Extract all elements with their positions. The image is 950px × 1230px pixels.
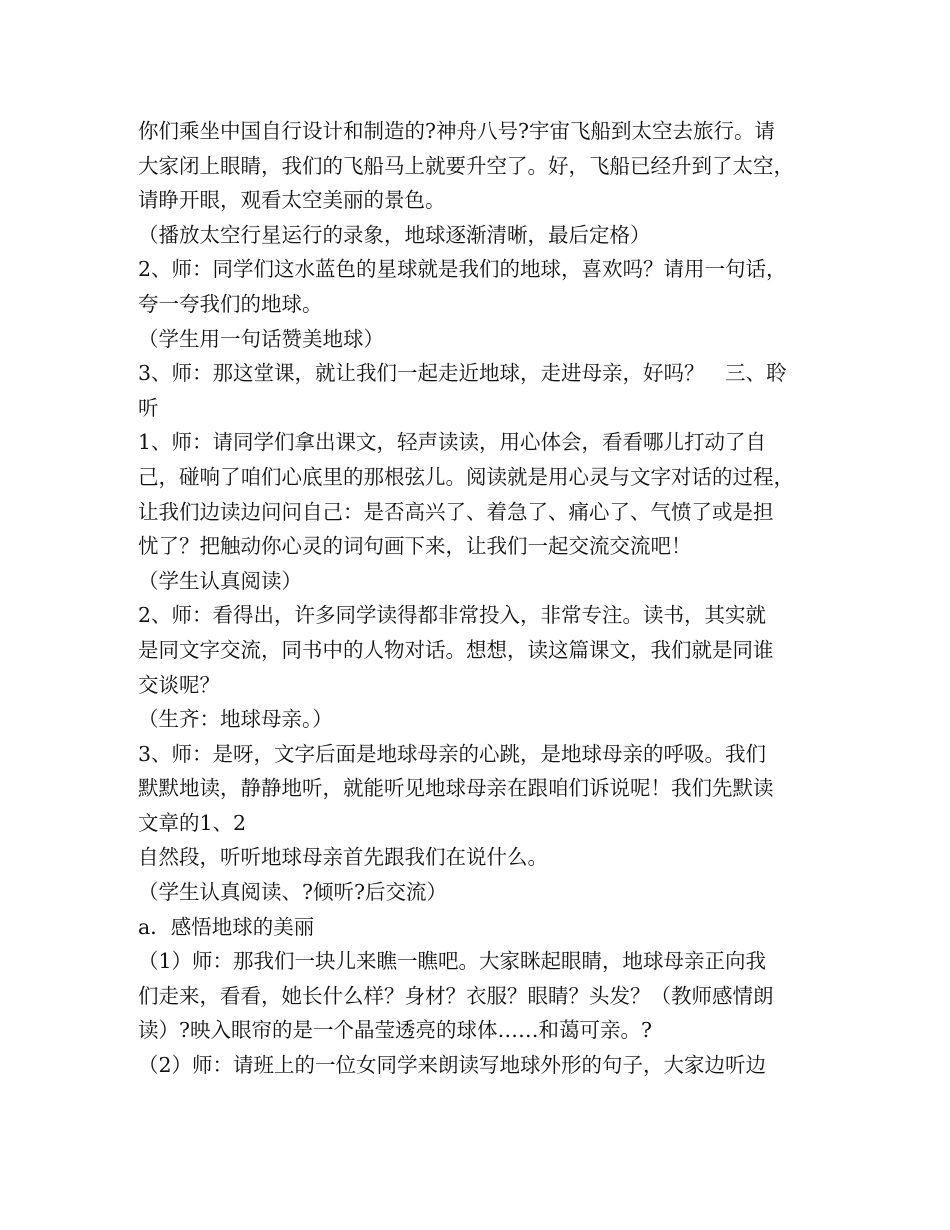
- text-line: 自然段，听听地球母亲首先跟我们在说什么。: [138, 845, 548, 870]
- text-line: 们走来，看看，她长什么样？身材？衣服？眼睛？头发？（教师感情朗: [138, 983, 774, 1008]
- text-line: 让我们边读边问问自己：是否高兴了、着急了、痛心了、气愤了或是担: [138, 499, 774, 524]
- text-line: （学生认真阅读）: [138, 568, 302, 593]
- text-line: 2、师：看得出，许多同学读得都非常投入，非常专注。读书，其实就: [138, 603, 767, 628]
- text-line: （学生认真阅读、?倾听?后交流）: [138, 880, 447, 905]
- text-line: 2、师：同学们这水蓝色的星球就是我们的地球，喜欢吗？请用一句话，: [138, 257, 787, 282]
- text-line: 大家闭上眼睛，我们的飞船马上就要升空了。好，飞船已经升到了太空，: [138, 153, 794, 178]
- text-line: 1、师：请同学们拿出课文，轻声读读，用心体会，看看哪儿打动了自: [138, 430, 767, 455]
- text-line: 请睁开眼，观看太空美丽的景色。: [138, 188, 446, 213]
- text-line: 3、师：那这堂课，就让我们一起走近地球，走进母亲，好吗？ 三、聆: [138, 361, 787, 386]
- text-line: 文章的1、2: [138, 810, 247, 835]
- text-line: 你们乘坐中国自行设计和制造的?神舟八号?宇宙飞船到太空去旅行。请: [138, 119, 775, 143]
- text-line: 己，碰响了咱们心底里的那根弦儿。阅读就是用心灵与文字对话的过程，: [138, 464, 794, 489]
- text-line: 忧了？把触动你心灵的词句画下来，让我们一起交流交流吧！: [138, 534, 692, 559]
- document-body: [138, 114, 828, 1083]
- text-line: 听: [138, 395, 159, 420]
- text-line: （播放太空行星运行的录象，地球逐渐清晰，最后定格）: [138, 222, 651, 247]
- text-line: 交谈呢？: [138, 672, 220, 697]
- text-line: （学生用一句话赞美地球）: [138, 326, 384, 351]
- text-line: （2）师：请班上的一位女同学来朗读写地球外形的句子，大家边听边: [138, 1053, 767, 1078]
- text-line: 读）?映入眼帘的是一个晶莹透亮的球体……和蔼可亲。?: [138, 1018, 652, 1043]
- text-line: 3、师：是呀，文字后面是地球母亲的心跳，是地球母亲的呼吸。我们: [138, 741, 767, 766]
- text-line: 是同文字交流，同书中的人物对话。想想，读这篇课文，我们就是同谁: [138, 637, 774, 662]
- text-line: （1）师：那我们一块儿来瞧一瞧吧。大家眯起眼睛，地球母亲正向我: [138, 949, 767, 974]
- text-line: （生齐：地球母亲。）: [138, 707, 333, 732]
- text-line: 默默地读，静静地听，就能听见地球母亲在跟咱们诉说呢！我们先默读: [138, 776, 774, 801]
- text-line: a．感悟地球的美丽: [138, 914, 315, 939]
- text-line: 夸一夸我们的地球。: [138, 291, 323, 316]
